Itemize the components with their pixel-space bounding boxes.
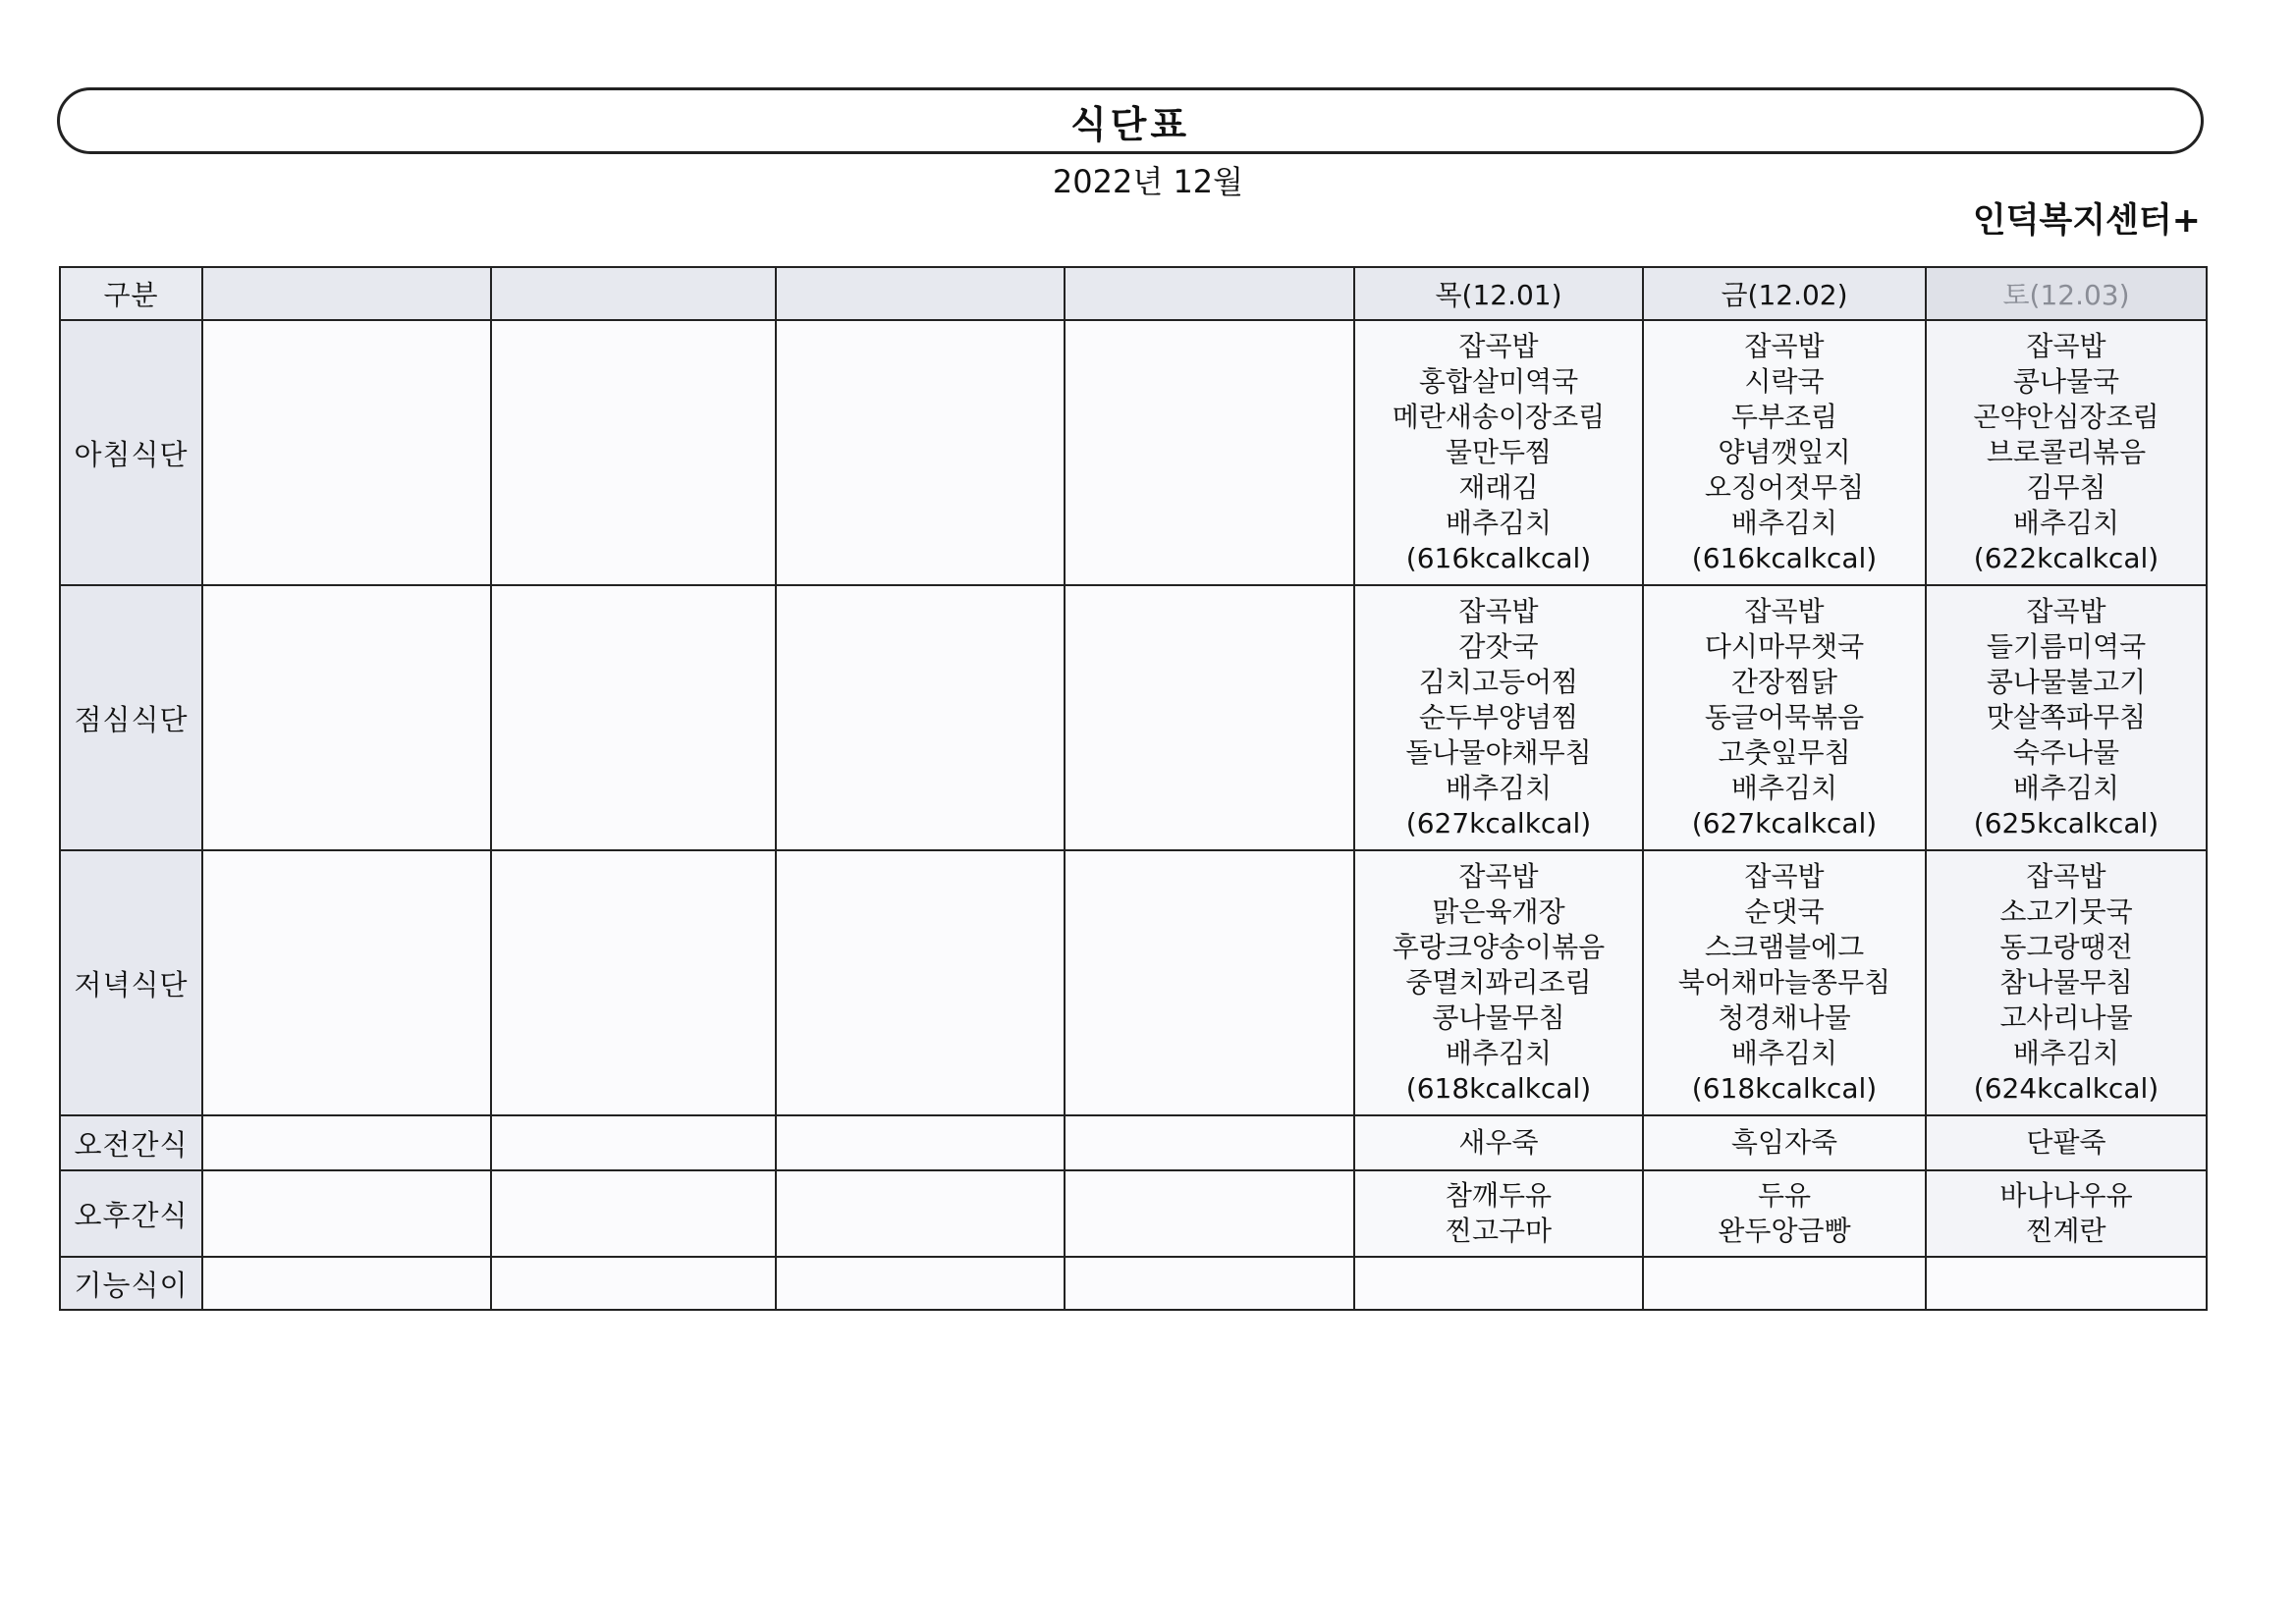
menu-cell	[1643, 585, 1926, 850]
dish-item: 배추김치	[1730, 772, 1838, 804]
empty-cell	[776, 1257, 1065, 1310]
dish-item: 시락국	[1744, 365, 1825, 398]
afternoon-snack-row	[60, 1170, 2207, 1257]
dish-item: 간장찜닭	[1730, 666, 1838, 698]
dish-item: 배추김치	[1445, 1037, 1553, 1069]
empty-cell	[491, 1115, 776, 1170]
dish-item: 홍합살미역국	[1418, 365, 1579, 398]
empty-cell	[1065, 850, 1354, 1115]
dish-item: 곤약안심장조림	[1973, 401, 2159, 433]
day-header	[202, 267, 491, 320]
menu-cell	[1926, 1170, 2207, 1257]
calorie-label: (616kcalkcal)	[1691, 542, 1878, 574]
empty-cell	[1065, 585, 1354, 850]
empty-cell	[1065, 320, 1354, 585]
empty-cell	[776, 850, 1065, 1115]
dish-item: 배추김치	[1730, 1037, 1838, 1069]
dish-item: 잡곡밥	[1458, 860, 1539, 893]
dish-item: 김무침	[2026, 471, 2106, 504]
dish-item: 동글어묵볶음	[1704, 701, 1865, 733]
dish-item: 배추김치	[2012, 772, 2120, 804]
dish-item: 동그랑땡전	[1999, 931, 2133, 963]
empty-cell	[491, 585, 776, 850]
menu-cell	[1643, 850, 1926, 1115]
dish-item: 감잣국	[1458, 630, 1539, 663]
dish-item: 바나나우유	[1999, 1179, 2133, 1212]
calorie-label: (618kcalkcal)	[1691, 1072, 1878, 1105]
dish-item: 스크램블에그	[1704, 931, 1865, 963]
menu-cell	[1926, 320, 2207, 585]
empty-cell	[1354, 1257, 1643, 1310]
calorie-label: (627kcalkcal)	[1405, 807, 1592, 839]
dish-item: 찐계란	[2026, 1215, 2106, 1247]
menu-cell	[1643, 1170, 1926, 1257]
menu-cell	[1926, 850, 2207, 1115]
dish-item: 콩나물무침	[1432, 1001, 1565, 1034]
empty-cell	[776, 1170, 1065, 1257]
menu-cell	[1926, 1115, 2207, 1170]
category-label: 오후간식	[60, 1170, 202, 1257]
lunch-row	[60, 585, 2207, 850]
menu-cell	[1354, 1115, 1643, 1170]
empty-cell	[202, 850, 491, 1115]
calorie-label: (616kcalkcal)	[1405, 542, 1592, 574]
dish-item: 잡곡밥	[2026, 595, 2106, 627]
menu-cell	[1354, 850, 1643, 1115]
dish-item: 양념깻잎지	[1718, 436, 1851, 468]
dish-item: 잡곡밥	[2026, 330, 2106, 362]
dish-item: 배추김치	[2012, 507, 2120, 539]
empty-cell	[491, 320, 776, 585]
dish-item: 돌나물야채무침	[1405, 736, 1592, 769]
day-header-friday: 금(12.02)	[1643, 267, 1926, 320]
dish-item: 순댓국	[1744, 895, 1825, 928]
dish-item: 물만두찜	[1445, 436, 1553, 468]
dish-item: 중멸치꽈리조림	[1405, 966, 1592, 999]
day-header	[491, 267, 776, 320]
category-label: 기능식이	[60, 1257, 202, 1310]
category-label: 아침식단	[60, 320, 202, 585]
empty-cell	[776, 585, 1065, 850]
dish-item: 두부조림	[1730, 401, 1838, 433]
dish-item: 순두부양념찜	[1418, 701, 1579, 733]
dish-item: 콩나물국	[2012, 365, 2120, 398]
empty-cell	[202, 1257, 491, 1310]
empty-cell	[202, 1115, 491, 1170]
dish-item: 오징어젓무침	[1704, 471, 1865, 504]
calorie-label: (625kcalkcal)	[1973, 807, 2159, 839]
breakfast-row	[60, 320, 2207, 585]
empty-cell	[202, 585, 491, 850]
menu-cell	[1354, 585, 1643, 850]
dish-item: 단팥죽	[2026, 1126, 2106, 1159]
dish-item: 후랑크양송이볶음	[1392, 931, 1606, 963]
page-title: 식단표	[1069, 102, 1191, 146]
dish-item: 고춧잎무침	[1718, 736, 1851, 769]
category-label: 점심식단	[60, 585, 202, 850]
dish-item: 소고기뭇국	[1999, 895, 2133, 928]
organization-name: 인덕복지센터+	[1972, 201, 2201, 241]
dish-item: 잡곡밥	[1458, 595, 1539, 627]
empty-cell	[1065, 1170, 1354, 1257]
calorie-label: (627kcalkcal)	[1691, 807, 1878, 839]
day-header	[1065, 267, 1354, 320]
dish-item: 잡곡밥	[1744, 860, 1825, 893]
dish-item: 다시마무챗국	[1704, 630, 1865, 663]
category-label: 저녁식단	[60, 850, 202, 1115]
dish-item: 완두앙금빵	[1718, 1215, 1851, 1247]
dish-item: 고사리나물	[1999, 1001, 2133, 1034]
menu-cell	[1643, 1115, 1926, 1170]
dish-item: 북어채마늘쫑무침	[1677, 966, 1891, 999]
dish-item: 배추김치	[2012, 1037, 2120, 1069]
dish-item: 맑은육개장	[1432, 895, 1565, 928]
category-label: 오전간식	[60, 1115, 202, 1170]
dish-item: 메란새송이장조림	[1392, 401, 1606, 433]
dinner-row	[60, 850, 2207, 1115]
empty-cell	[1065, 1115, 1354, 1170]
day-header-thursday: 목(12.01)	[1354, 267, 1643, 320]
dish-item: 배추김치	[1445, 772, 1553, 804]
dish-item: 재래김	[1458, 471, 1539, 504]
dish-item: 맛살쪽파무침	[1986, 701, 2147, 733]
dish-item: 배추김치	[1730, 507, 1838, 539]
empty-cell	[1926, 1257, 2207, 1310]
empty-cell	[776, 320, 1065, 585]
dish-item: 배추김치	[1445, 507, 1553, 539]
dish-item: 김치고등어찜	[1418, 666, 1579, 698]
dish-item: 숙주나물	[2012, 736, 2120, 769]
dish-item: 흑임자죽	[1730, 1126, 1838, 1159]
dish-item: 잡곡밥	[1458, 330, 1539, 362]
dish-item: 두유	[1757, 1179, 1812, 1212]
menu-cell	[1643, 320, 1926, 585]
empty-cell	[202, 1170, 491, 1257]
menu-table	[59, 266, 2208, 1311]
calorie-label: (618kcalkcal)	[1405, 1072, 1592, 1105]
dish-item: 들기름미역국	[1986, 630, 2147, 663]
dish-item: 브로콜리볶음	[1986, 436, 2147, 468]
calorie-label: (624kcalkcal)	[1973, 1072, 2159, 1105]
menu-cell	[1926, 585, 2207, 850]
functional-diet-row	[60, 1257, 2207, 1310]
empty-cell	[1643, 1257, 1926, 1310]
morning-snack-row	[60, 1115, 2207, 1170]
empty-cell	[776, 1115, 1065, 1170]
empty-cell	[491, 1257, 776, 1310]
dish-item: 새우죽	[1458, 1126, 1539, 1159]
empty-cell	[491, 1170, 776, 1257]
dish-item: 참나물무침	[1999, 966, 2133, 999]
menu-cell	[1354, 320, 1643, 585]
dish-item: 잡곡밥	[2026, 860, 2106, 893]
day-header	[776, 267, 1065, 320]
dish-item: 잡곡밥	[1744, 595, 1825, 627]
dish-item: 잡곡밥	[1744, 330, 1825, 362]
empty-cell	[1065, 1257, 1354, 1310]
corner-label: 구분	[60, 267, 202, 320]
calorie-label: (622kcalkcal)	[1973, 542, 2159, 574]
empty-cell	[491, 850, 776, 1115]
day-header-saturday: 토(12.03)	[1926, 267, 2207, 320]
menu-cell	[1354, 1170, 1643, 1257]
empty-cell	[202, 320, 491, 585]
period-label: 2022년 12월	[1052, 163, 1244, 200]
title-banner	[57, 87, 2204, 154]
dish-item: 참깨두유	[1445, 1179, 1553, 1212]
header-row	[60, 267, 2207, 320]
dish-item: 콩나물불고기	[1986, 666, 2147, 698]
dish-item: 청경채나물	[1718, 1001, 1851, 1034]
dish-item: 찐고구마	[1445, 1215, 1553, 1247]
